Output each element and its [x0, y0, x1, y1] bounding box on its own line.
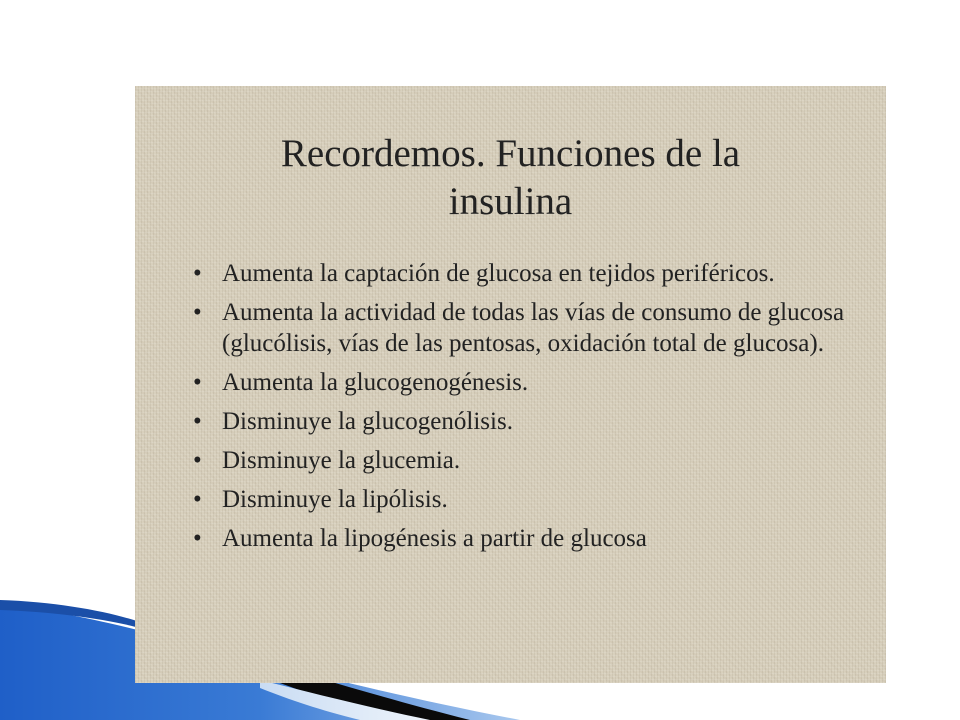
list-item: [193, 297, 873, 359]
list-item: [193, 258, 873, 289]
bullet-text: Aumenta la captación de glucosa en tejidos periféricos.: [222, 260, 775, 287]
list-item: [193, 445, 873, 476]
list-item: [193, 484, 873, 515]
list-item: [193, 523, 873, 554]
bullet-text: Disminuye la glucogenólisis.: [222, 408, 513, 435]
bullet-icon: •: [193, 486, 202, 513]
bullet-icon: •: [193, 447, 202, 474]
bullet-icon: •: [193, 525, 202, 552]
bullet-text: Aumenta la lipogénesis a partir de glucosa: [222, 525, 647, 552]
bullet-text: Disminuye la glucemia.: [222, 447, 461, 474]
bullet-icon: •: [193, 408, 202, 435]
bullet-text: Aumenta la glucogenogénesis.: [222, 369, 529, 396]
slide-content-panel: [135, 86, 886, 683]
bullet-icon: •: [193, 299, 202, 326]
bullet-text: Disminuye la lipólisis.: [222, 486, 448, 513]
bullet-list: [193, 258, 873, 562]
bullet-text: Aumenta la actividad de todas las vías de consumo de glucosa (glucólisis, vías de las pentosas, oxidación total de glucosa).: [222, 299, 845, 357]
bullet-icon: •: [193, 260, 202, 287]
slide-title-line-2: insulina: [448, 180, 573, 223]
slide-title-line-1: Recordemos. Funciones de la: [280, 132, 741, 175]
list-item: [193, 367, 873, 398]
slide-title: [135, 130, 886, 226]
list-item: [193, 406, 873, 437]
bullet-icon: •: [193, 369, 202, 396]
